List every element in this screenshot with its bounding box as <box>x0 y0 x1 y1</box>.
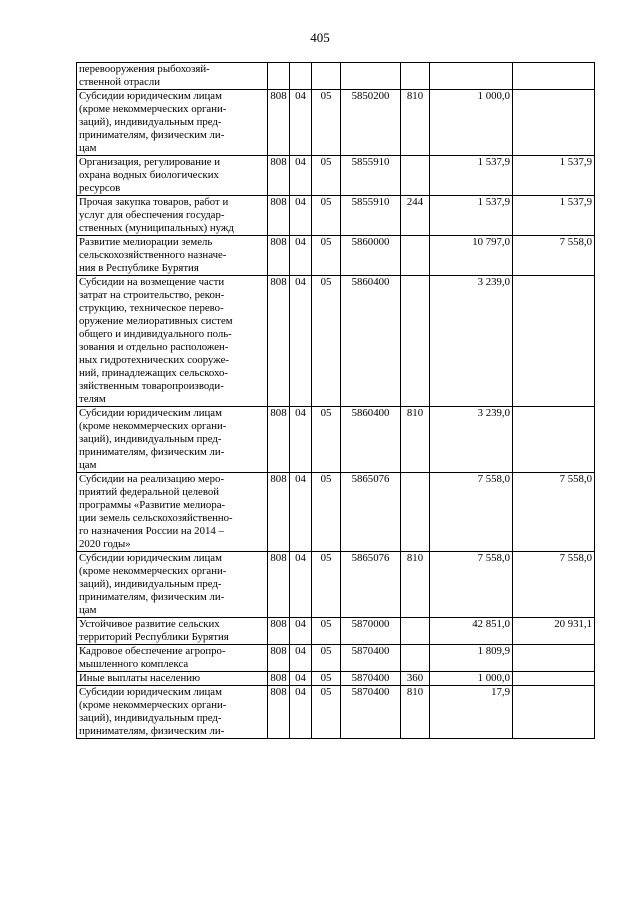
table-body <box>77 63 595 739</box>
cell-expense-type <box>401 236 430 276</box>
cell-target-article: 5865076 <box>341 473 401 552</box>
item-name-line: Организация, регулирование и <box>79 156 221 168</box>
cell-amount-total: 1 537,9 <box>430 156 513 196</box>
cell-item-name <box>77 156 268 196</box>
cell-admin-code: 808 <box>268 552 290 618</box>
item-name-line: Субсидии юридическим лицам <box>79 686 222 698</box>
cell-item-name <box>77 236 268 276</box>
table-row <box>77 552 595 618</box>
item-name-line: мышленного комплекса <box>79 658 189 670</box>
item-name-line: ний, принадлежащих сельскохо- <box>79 367 228 379</box>
cell-section-code: 04 <box>290 645 312 672</box>
item-name-line: зяйственным товаропроизводи- <box>79 380 224 392</box>
cell-amount-federal: 7 558,0 <box>513 236 595 276</box>
table-row <box>77 156 595 196</box>
item-name-line: принимателям, физическим ли- <box>79 591 225 603</box>
cell-expense-type: 810 <box>401 686 430 739</box>
cell-section-code: 04 <box>290 686 312 739</box>
cell-target-article: 5865076 <box>341 552 401 618</box>
cell-amount-federal: 20 931,1 <box>513 618 595 645</box>
cell-amount-federal <box>513 276 595 407</box>
cell-expense-type: 244 <box>401 196 430 236</box>
cell-amount-total: 10 797,0 <box>430 236 513 276</box>
table-row <box>77 645 595 672</box>
cell-target-article: 5870400 <box>341 645 401 672</box>
table-row <box>77 473 595 552</box>
cell-section-code: 04 <box>290 156 312 196</box>
cell-target-article: 5850200 <box>341 90 401 156</box>
item-name-line: территорий Республики Бурятия <box>79 631 229 643</box>
item-name-line: Прочая закупка товаров, работ и <box>79 196 229 208</box>
item-name-line: заций), индивидуальным пред- <box>79 712 222 724</box>
cell-expense-type <box>401 618 430 645</box>
item-name-line: (кроме некоммерческих органи- <box>79 565 227 577</box>
page-number: 405 <box>310 30 330 45</box>
table-row <box>77 276 595 407</box>
cell-subsection-code: 05 <box>312 407 341 473</box>
cell-admin-code: 808 <box>268 407 290 473</box>
item-name-line: ных гидротехнических сооруже- <box>79 354 230 366</box>
cell-item-name <box>77 645 268 672</box>
table-row <box>77 618 595 645</box>
cell-target-article: 5860400 <box>341 407 401 473</box>
cell-item-name <box>77 63 268 90</box>
item-name-line: цам <box>79 142 97 154</box>
item-name-line: струкцию, техническое перево- <box>79 302 224 314</box>
cell-expense-type <box>401 63 430 90</box>
cell-section-code: 04 <box>290 407 312 473</box>
cell-target-article: 5870400 <box>341 672 401 686</box>
cell-subsection-code <box>312 63 341 90</box>
item-name-line: общего и индивидуального поль- <box>79 328 232 340</box>
item-name-line: ственных (муниципальных) нужд <box>79 222 234 234</box>
cell-amount-total: 7 558,0 <box>430 552 513 618</box>
cell-subsection-code: 05 <box>312 618 341 645</box>
cell-item-name <box>77 473 268 552</box>
item-name-line: затрат на строительство, рекон- <box>79 289 225 301</box>
cell-subsection-code: 05 <box>312 645 341 672</box>
cell-item-name <box>77 686 268 739</box>
cell-amount-federal: 7 558,0 <box>513 552 595 618</box>
item-name-line: заций), индивидуальным пред- <box>79 116 222 128</box>
cell-item-name <box>77 90 268 156</box>
item-name-line: (кроме некоммерческих органи- <box>79 699 227 711</box>
item-name-line: ции земель сельскохозяйственно- <box>79 512 233 524</box>
cell-item-name <box>77 672 268 686</box>
table-row <box>77 686 595 739</box>
item-name-line: оружение мелиоративных систем <box>79 315 233 327</box>
cell-admin-code: 808 <box>268 236 290 276</box>
cell-section-code: 04 <box>290 552 312 618</box>
item-name-line: Субсидии на возмещение части <box>79 276 225 288</box>
table-row <box>77 90 595 156</box>
item-name-line: Устойчивое развитие сельских <box>79 618 220 630</box>
item-name-line: принимателям, физическим ли- <box>79 129 225 141</box>
cell-amount-federal <box>513 407 595 473</box>
cell-admin-code: 808 <box>268 276 290 407</box>
item-name-line: сельскохозяйственного назначе- <box>79 249 227 261</box>
cell-item-name <box>77 407 268 473</box>
item-name-line: (кроме некоммерческих органи- <box>79 103 227 115</box>
cell-amount-total: 1 000,0 <box>430 672 513 686</box>
cell-section-code: 04 <box>290 196 312 236</box>
budget-table <box>76 62 595 739</box>
cell-target-article: 5870400 <box>341 686 401 739</box>
cell-section-code: 04 <box>290 473 312 552</box>
cell-amount-federal <box>513 645 595 672</box>
table-row <box>77 63 595 90</box>
item-name-line: ния в Республике Бурятия <box>79 262 199 274</box>
table-row <box>77 672 595 686</box>
cell-subsection-code: 05 <box>312 90 341 156</box>
cell-amount-federal <box>513 672 595 686</box>
cell-item-name <box>77 276 268 407</box>
cell-expense-type <box>401 645 430 672</box>
cell-section-code: 04 <box>290 618 312 645</box>
table-row <box>77 236 595 276</box>
item-name-line: принимателям, физическим ли- <box>79 446 225 458</box>
item-name-line: ресурсов <box>79 182 121 194</box>
cell-target-article: 5855910 <box>341 196 401 236</box>
cell-amount-total: 42 851,0 <box>430 618 513 645</box>
item-name-line: перевооружения рыбохозяй- <box>79 63 210 75</box>
item-name-line: Субсидии юридическим лицам <box>79 552 222 564</box>
cell-amount-total <box>430 63 513 90</box>
cell-target-article: 5855910 <box>341 156 401 196</box>
item-name-line: заций), индивидуальным пред- <box>79 578 222 590</box>
item-name-line: приятий федеральной целевой <box>79 486 220 498</box>
cell-section-code: 04 <box>290 236 312 276</box>
item-name-line: Иные выплаты населению <box>79 672 201 684</box>
cell-admin-code: 808 <box>268 686 290 739</box>
cell-admin-code: 808 <box>268 90 290 156</box>
item-name-line: охрана водных биологических <box>79 169 219 181</box>
cell-subsection-code: 05 <box>312 196 341 236</box>
cell-expense-type <box>401 276 430 407</box>
cell-subsection-code: 05 <box>312 672 341 686</box>
item-name-line: заций), индивидуальным пред- <box>79 433 222 445</box>
cell-item-name <box>77 618 268 645</box>
cell-admin-code: 808 <box>268 618 290 645</box>
cell-expense-type: 810 <box>401 90 430 156</box>
cell-subsection-code: 05 <box>312 156 341 196</box>
item-name-line: (кроме некоммерческих органи- <box>79 420 227 432</box>
cell-admin-code: 808 <box>268 473 290 552</box>
item-name-line: цам <box>79 604 97 616</box>
cell-expense-type: 360 <box>401 672 430 686</box>
cell-expense-type <box>401 156 430 196</box>
cell-item-name <box>77 552 268 618</box>
item-name-line: го назначения России на 2014 – <box>79 525 224 537</box>
item-name-line: Субсидии на реализацию меро- <box>79 473 225 485</box>
cell-amount-total: 7 558,0 <box>430 473 513 552</box>
item-name-line: Развитие мелиорации земель <box>79 236 213 248</box>
item-name-line: телям <box>79 393 106 405</box>
item-name-line: Субсидии юридическим лицам <box>79 407 222 419</box>
cell-admin-code <box>268 63 290 90</box>
cell-admin-code: 808 <box>268 196 290 236</box>
cell-item-name <box>77 196 268 236</box>
item-name-line: услуг для обеспечения государ- <box>79 209 225 221</box>
cell-amount-federal: 7 558,0 <box>513 473 595 552</box>
cell-section-code <box>290 63 312 90</box>
cell-target-article: 5870000 <box>341 618 401 645</box>
cell-amount-federal <box>513 90 595 156</box>
item-name-line: цам <box>79 459 97 471</box>
cell-target-article <box>341 63 401 90</box>
cell-amount-total: 17,9 <box>430 686 513 739</box>
cell-subsection-code: 05 <box>312 686 341 739</box>
cell-target-article: 5860000 <box>341 236 401 276</box>
cell-amount-federal: 1 537,9 <box>513 196 595 236</box>
cell-target-article: 5860400 <box>341 276 401 407</box>
cell-amount-total: 1 809,9 <box>430 645 513 672</box>
cell-section-code: 04 <box>290 276 312 407</box>
cell-amount-total: 3 239,0 <box>430 276 513 407</box>
item-name-line: программы «Развитие мелиора- <box>79 499 226 511</box>
item-name-line: Кадровое обеспечение агропро- <box>79 645 226 657</box>
cell-amount-total: 3 239,0 <box>430 407 513 473</box>
cell-subsection-code: 05 <box>312 236 341 276</box>
cell-section-code: 04 <box>290 90 312 156</box>
cell-subsection-code: 05 <box>312 473 341 552</box>
cell-admin-code: 808 <box>268 672 290 686</box>
cell-subsection-code: 05 <box>312 276 341 407</box>
item-name-line: принимателям, физическим ли- <box>79 725 225 737</box>
cell-section-code: 04 <box>290 672 312 686</box>
cell-expense-type: 810 <box>401 407 430 473</box>
item-name-line: 2020 годы» <box>79 538 131 550</box>
cell-amount-federal <box>513 63 595 90</box>
table-row <box>77 196 595 236</box>
table-row <box>77 407 595 473</box>
item-name-line: Субсидии юридическим лицам <box>79 90 222 102</box>
cell-admin-code: 808 <box>268 645 290 672</box>
cell-expense-type <box>401 473 430 552</box>
cell-expense-type: 810 <box>401 552 430 618</box>
cell-admin-code: 808 <box>268 156 290 196</box>
cell-subsection-code: 05 <box>312 552 341 618</box>
cell-amount-federal <box>513 686 595 739</box>
cell-amount-total: 1 000,0 <box>430 90 513 156</box>
item-name-line: ственной отрасли <box>79 76 161 88</box>
item-name-line: зования и отдельно расположен- <box>79 341 229 353</box>
cell-amount-federal: 1 537,9 <box>513 156 595 196</box>
cell-amount-total: 1 537,9 <box>430 196 513 236</box>
